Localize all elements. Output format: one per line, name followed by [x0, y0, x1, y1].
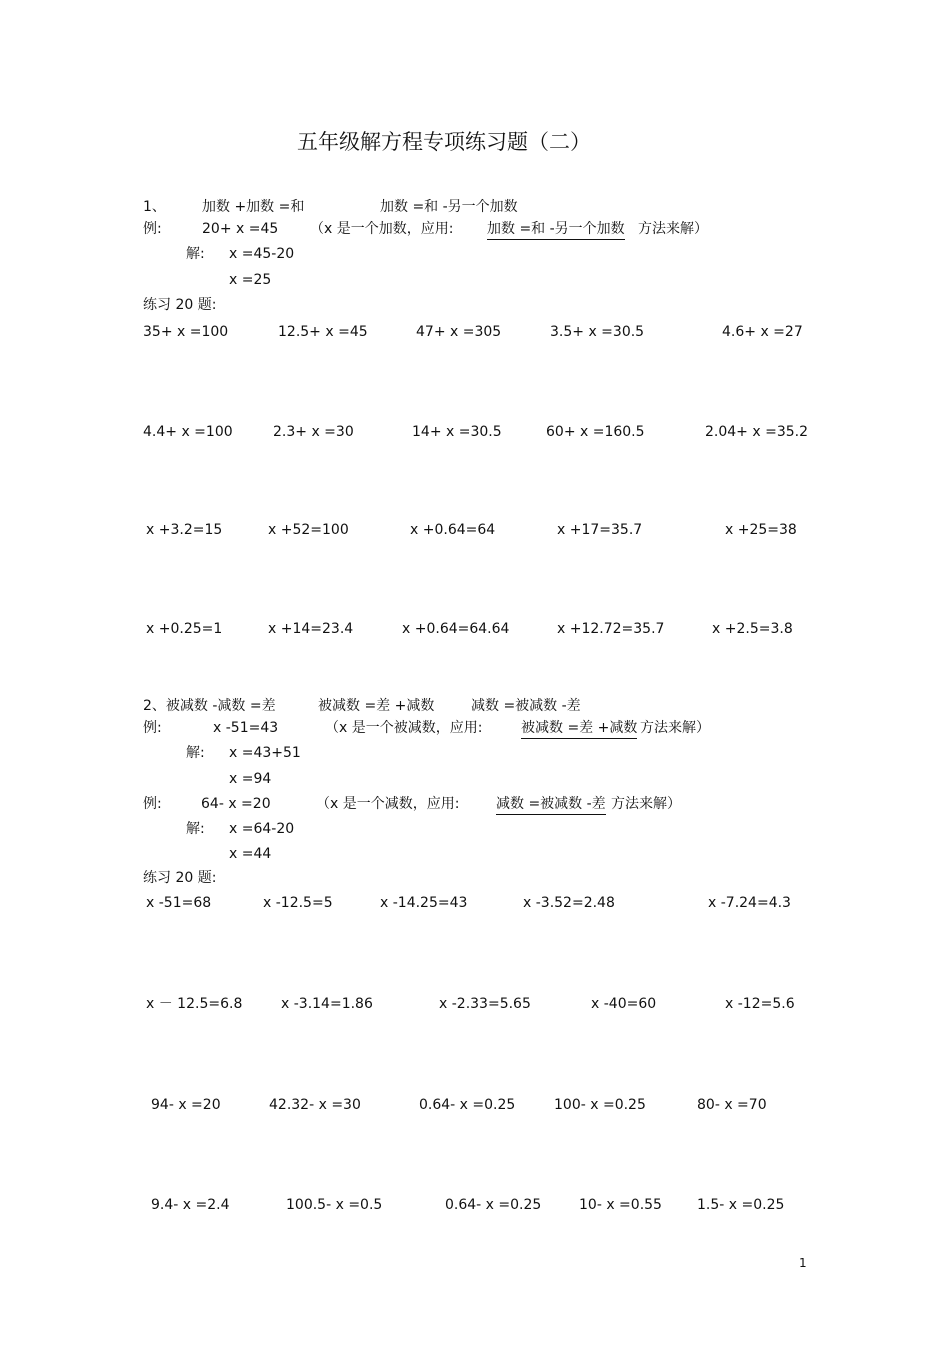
- problem: x -3.52=2.48: [523, 895, 615, 911]
- solve-label: 解:: [186, 246, 205, 262]
- practice-label: 练习 20 题:: [143, 297, 217, 313]
- problem: x +3.2=15: [146, 522, 223, 538]
- problem: 35+ x =100: [143, 324, 229, 340]
- problem: 2.04+ x =35.2: [705, 424, 808, 440]
- example-note-close: 方法来解）: [638, 221, 708, 237]
- problem: 100.5- x =0.5: [286, 1197, 383, 1213]
- example-equation: 20+ x =45: [202, 221, 279, 237]
- problem: x +0.64=64: [410, 522, 496, 538]
- section1-rule-1: 加数 +加数 =和: [202, 199, 305, 215]
- example-method: 减数 =被减数 -差: [496, 795, 606, 815]
- problem: 3.5+ x =30.5: [550, 324, 645, 340]
- problem: x -3.14=1.86: [281, 996, 373, 1012]
- solve-step-2: x =94: [229, 771, 272, 787]
- problem: 100- x =0.25: [554, 1097, 646, 1113]
- problem: 60+ x =160.5: [546, 424, 645, 440]
- page-number: 1: [799, 1256, 807, 1270]
- example-label: 例:: [143, 720, 162, 736]
- problem: 0.64- x =0.25: [419, 1097, 516, 1113]
- problem: x -40=60: [591, 996, 657, 1012]
- example-method: 加数 =和 -另一个加数: [487, 220, 625, 240]
- example-note-open: （x 是一个被减数，应用:: [325, 720, 483, 736]
- problem: 12.5+ x =45: [278, 324, 368, 340]
- problem: x － 12.5=6.8: [146, 996, 243, 1012]
- solve-label: 解:: [186, 745, 205, 761]
- solve-step-1: x =64-20: [229, 821, 295, 837]
- problem: x -12.5=5: [263, 895, 333, 911]
- problem: x +0.25=1: [146, 621, 223, 637]
- practice-label: 练习 20 题:: [143, 870, 217, 886]
- example-method: 被减数 =差 +减数: [521, 719, 637, 739]
- example-label: 例:: [143, 221, 162, 237]
- problem: 9.4- x =2.4: [151, 1197, 230, 1213]
- example-note-close: 方法来解）: [611, 796, 681, 812]
- problem: x +2.5=3.8: [712, 621, 793, 637]
- example-label: 例:: [143, 796, 162, 812]
- example-note-close: 方法来解）: [640, 720, 710, 736]
- problem: x +17=35.7: [557, 522, 643, 538]
- page-title: 五年级解方程专项练习题（二）: [297, 130, 591, 154]
- problem: 42.32- x =30: [269, 1097, 361, 1113]
- solve-step-2: x =25: [229, 272, 272, 288]
- problem: 4.6+ x =27: [722, 324, 803, 340]
- example-note-open: （x 是一个加数，应用:: [310, 221, 454, 237]
- section2-rule-1: 2、被减数 -减数 =差: [143, 698, 276, 714]
- solve-step-1: x =43+51: [229, 745, 301, 761]
- section2-rule-3: 减数 =被减数 -差: [471, 698, 581, 714]
- problem: 2.3+ x =30: [273, 424, 354, 440]
- example-note-open: （x 是一个减数，应用:: [316, 796, 460, 812]
- solve-step-2: x =44: [229, 846, 272, 862]
- problem: 14+ x =30.5: [412, 424, 502, 440]
- section1-number: 1、: [143, 199, 166, 215]
- problem: x +12.72=35.7: [557, 621, 665, 637]
- problem: x +52=100: [268, 522, 349, 538]
- problem: 0.64- x =0.25: [445, 1197, 542, 1213]
- section1-rule-2: 加数 =和 -另一个加数: [380, 199, 518, 215]
- section2-rule-2: 被减数 =差 +减数: [318, 698, 435, 714]
- problem: x -12=5.6: [725, 996, 795, 1012]
- problem: x +14=23.4: [268, 621, 354, 637]
- problem: 4.4+ x =100: [143, 424, 233, 440]
- problem: 47+ x =305: [416, 324, 502, 340]
- solve-label: 解:: [186, 821, 205, 837]
- problem: x -7.24=4.3: [708, 895, 791, 911]
- example-equation: 64- x =20: [201, 796, 271, 812]
- solve-step-1: x =45-20: [229, 246, 295, 262]
- problem: x +25=38: [725, 522, 797, 538]
- problem: 1.5- x =0.25: [697, 1197, 785, 1213]
- problem: 10- x =0.55: [579, 1197, 662, 1213]
- problem: x -51=68: [146, 895, 212, 911]
- problem: 94- x =20: [151, 1097, 221, 1113]
- problem: x -14.25=43: [380, 895, 468, 911]
- problem: 80- x =70: [697, 1097, 767, 1113]
- example-equation: x -51=43: [213, 720, 279, 736]
- problem: x -2.33=5.65: [439, 996, 531, 1012]
- problem: x +0.64=64.64: [402, 621, 510, 637]
